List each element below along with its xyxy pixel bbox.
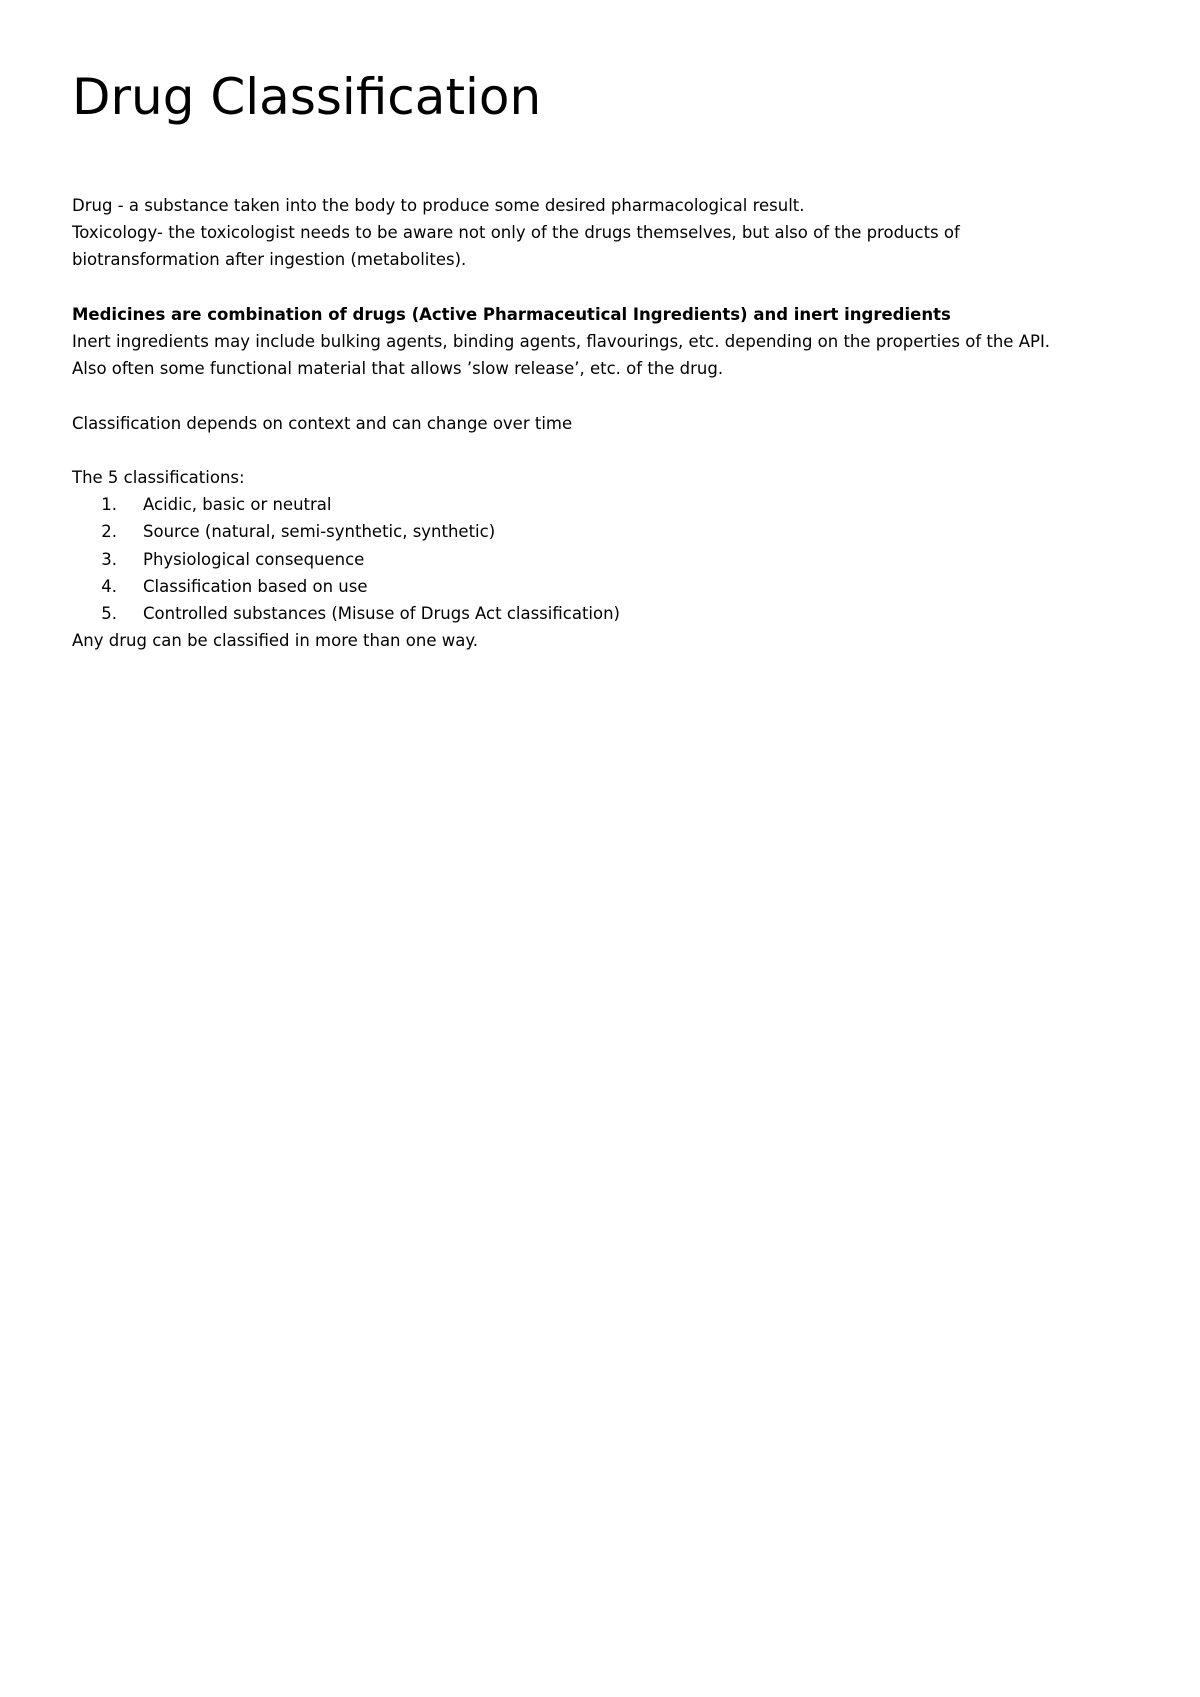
list-item xyxy=(72,518,1152,545)
paragraph-spacer xyxy=(72,437,1152,464)
list-item-number: 5. xyxy=(101,603,117,623)
drug-definition: Drug - a substance taken into the body to produce some desired pharmacological result. xyxy=(72,196,805,215)
list-item-number: 3. xyxy=(101,549,117,569)
list-item-text: Classification based on use xyxy=(143,576,368,596)
page-title: Drug Classification xyxy=(72,68,542,126)
list-item-text: Physiological consequence xyxy=(143,549,365,569)
list-item xyxy=(72,546,1152,573)
inert-ingredients-line-2: Also often some functional material that allows ’slow release’, etc. of the drug. xyxy=(72,359,724,379)
inert-ingredients-line-1: Inert ingredients may include bulking agents, binding agents, flavourings, etc. depending on the properties of the API. xyxy=(72,332,1051,351)
classification-list xyxy=(72,491,1152,627)
paragraph-spacer xyxy=(72,382,1152,409)
toxicology-line-1: Toxicology- the toxicologist needs to be aware not only of the drugs themselves, but also of the products of xyxy=(72,223,960,243)
classification-context: Classification depends on context and can change over time xyxy=(72,413,573,433)
list-item-number: 1. xyxy=(101,495,117,515)
list-item-number: 4. xyxy=(101,576,117,596)
paragraph-spacer xyxy=(72,274,1152,301)
list-intro: The 5 classifications: xyxy=(72,467,245,487)
list-item xyxy=(72,573,1152,600)
list-item-text: Acidic, basic or neutral xyxy=(143,495,332,515)
list-item-text: Controlled substances (Misuse of Drugs Act classification) xyxy=(143,603,620,623)
list-item xyxy=(72,491,1152,518)
document-body xyxy=(72,192,1152,654)
toxicology-line-2: biotransformation after ingestion (metabolites). xyxy=(72,250,467,270)
list-item-text: Source (natural, semi-synthetic, synthetic) xyxy=(143,522,496,542)
list-item-number: 2. xyxy=(101,522,117,542)
medicines-heading: Medicines are combination of drugs (Active Pharmaceutical Ingredients) and inert ingredients xyxy=(72,304,951,324)
closing-line: Any drug can be classified in more than one way. xyxy=(72,631,478,651)
list-item xyxy=(72,600,1152,627)
